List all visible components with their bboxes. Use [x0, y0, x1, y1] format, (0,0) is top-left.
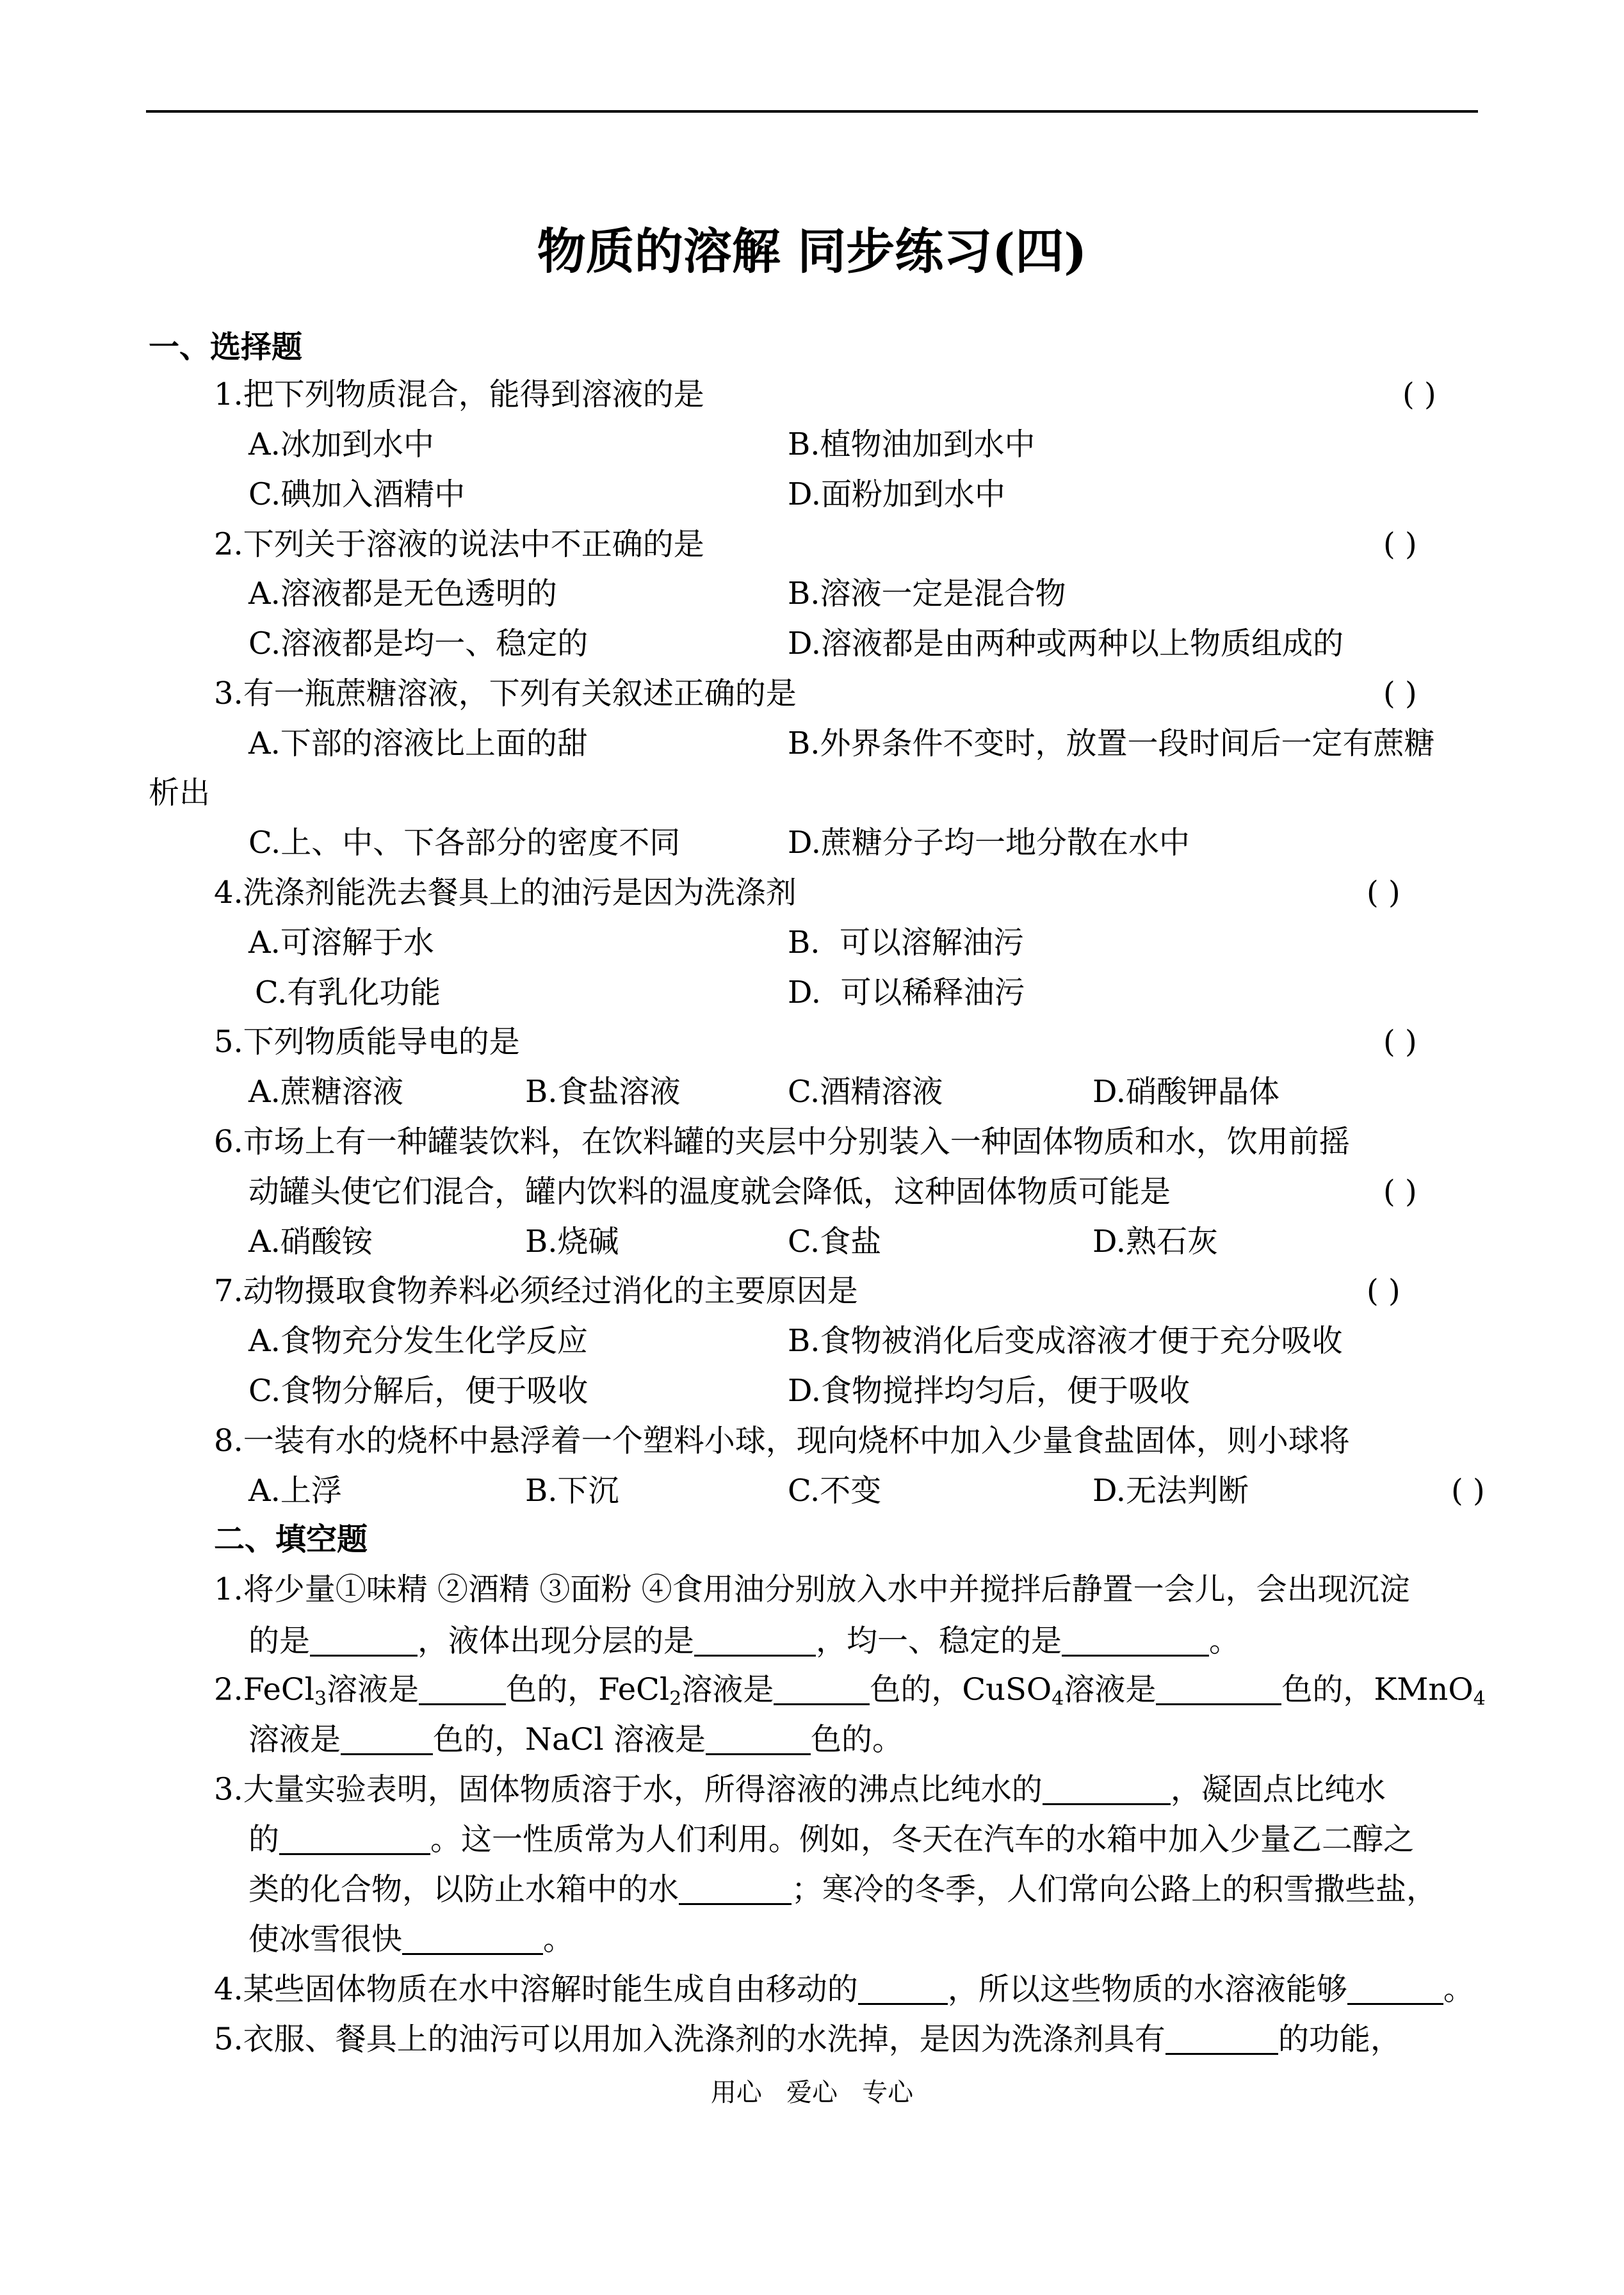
q6-option-a: A.硝酸铵	[248, 1224, 373, 1260]
q6-stem-line1: 6.市场上有一种罐装饮料，在饮料罐的夹层中分别装入一种固体物质和水，饮用前摇	[214, 1124, 1350, 1160]
q3-option-c: C.上、中、下各部分的密度不同	[248, 825, 681, 861]
fill-q4: 4.某些固体物质在水中溶解时能生成自由移动的 ，所以这些物质的水溶液能够 。	[214, 1971, 1474, 2007]
q7-stem: 7.动物摄取食物养料必须经过消化的主要原因是	[214, 1273, 858, 1309]
q4-option-b: B. 可以溶解油污	[788, 925, 1025, 961]
q6-option-d: D.熟石灰	[1092, 1224, 1219, 1260]
q5-answer-paren: ( )	[1383, 1024, 1417, 1060]
q7-option-c: C.食物分解后，便于吸收	[248, 1373, 589, 1409]
q2-option-c: C.溶液都是均一、稳定的	[248, 626, 589, 661]
section-heading-choice: 一、选择题	[149, 329, 303, 365]
q1-option-c: C.碘加入酒精中	[248, 476, 466, 512]
page-title: 物质的溶解 同步练习(四)	[537, 223, 1087, 280]
answer-blank[interactable]	[706, 1723, 811, 1755]
q1-option-d: D.面粉加到水中	[788, 476, 1006, 512]
answer-blank[interactable]	[279, 1822, 430, 1855]
q2-stem: 2.下列关于溶液的说法中不正确的是	[214, 526, 704, 562]
answer-blank[interactable]	[1156, 1673, 1281, 1705]
q2-option-b: B.溶液一定是混合物	[788, 576, 1066, 612]
answer-blank[interactable]	[774, 1673, 870, 1705]
q5-option-d: D.硝酸钾晶体	[1092, 1074, 1280, 1110]
fill-q2-line2: 溶液是 色的，NaCl 溶液是 色的。	[248, 1721, 904, 1758]
q2-answer-paren: ( )	[1383, 526, 1417, 562]
q3-option-a: A.下部的溶液比上面的甜	[248, 726, 588, 761]
q5-stem: 5.下列物质能导电的是	[214, 1024, 520, 1060]
q1-option-a: A.冰加到水中	[248, 426, 434, 462]
q4-stem: 4.洗涤剂能洗去餐具上的油污是因为洗涤剂	[214, 875, 797, 911]
fill-q2-line1: 2.FeCl$_3$溶液是 色的，FeCl$_2$溶液是 色的，CuSO$_4$溶液是 色的，KMnO$_4$	[214, 1671, 1486, 1710]
fill-q1-line1: 1.将少量①味精 ②酒精 ③面粉 ④食用油分别放入水中并搅拌后静置一会儿，会出现沉淀	[214, 1571, 1410, 1607]
answer-blank[interactable]	[1347, 1972, 1443, 2005]
q4-option-c: C.有乳化功能	[255, 975, 441, 1010]
q6-option-b: B.烧碱	[525, 1224, 619, 1260]
q7-option-a: A.食物充分发生化学反应	[248, 1323, 588, 1359]
q4-option-a: A.可溶解于水	[248, 925, 434, 961]
q6-answer-paren: ( )	[1383, 1174, 1417, 1210]
answer-blank[interactable]	[679, 1872, 792, 1905]
answer-blank[interactable]	[419, 1673, 506, 1705]
fill-q1-line2: 的是 ，液体出现分层的是 ，均一、稳定的是 。	[248, 1623, 1240, 1659]
fill-q3-line3: 类的化合物，以防止水箱中的水 ；寒冷的冬季，人们常向公路上的积雪撒些盐，	[248, 1871, 1438, 1908]
q1-stem: 1.把下列物质混合，能得到溶液的是	[214, 377, 704, 412]
q6-stem-line2: 动罐头使它们混合，罐内饮料的温度就会降低，这种固体物质可能是	[248, 1174, 1171, 1210]
q8-stem: 8.一装有水的烧杯中悬浮着一个塑料小球，现向烧杯中加入少量食盐固体，则小球将	[214, 1423, 1350, 1459]
answer-blank[interactable]	[1062, 1624, 1209, 1657]
q7-option-d: D.食物搅拌均匀后，便于吸收	[788, 1373, 1190, 1409]
q5-option-a: A.蔗糖溶液	[248, 1074, 403, 1110]
q1-answer-paren: ( )	[1402, 377, 1436, 412]
q3-answer-paren: ( )	[1383, 676, 1417, 711]
answer-blank[interactable]	[1043, 1772, 1171, 1805]
answer-blank[interactable]	[341, 1723, 433, 1755]
answer-blank[interactable]	[858, 1972, 948, 2005]
q8-option-d: D.无法判断	[1092, 1473, 1249, 1509]
fill-q3-line4: 使冰雪很快 。	[248, 1921, 574, 1958]
q2-option-a: A.溶液都是无色透明的	[248, 576, 557, 612]
q3-option-b-continued: 析出	[149, 775, 211, 811]
q4-option-d: D. 可以稀释油污	[788, 975, 1025, 1010]
q2-option-d: D.溶液都是由两种或两种以上物质组成的	[788, 626, 1344, 661]
q5-option-b: B.食盐溶液	[525, 1074, 681, 1110]
q3-option-d: D.蔗糖分子均一地分散在水中	[788, 825, 1190, 861]
q3-option-b: B.外界条件不变时，放置一段时间后一定有蔗糖	[788, 726, 1435, 761]
answer-blank[interactable]	[1165, 2022, 1278, 2055]
q7-option-b: B.食物被消化后变成溶液才便于充分吸收	[788, 1323, 1343, 1359]
fill-q5: 5.衣服、餐具上的油污可以用加入洗涤剂的水洗掉，是因为洗涤剂具有 的功能，	[214, 2021, 1401, 2057]
q8-answer-paren: ( )	[1451, 1473, 1485, 1509]
q7-answer-paren: ( )	[1367, 1273, 1401, 1309]
q8-option-a: A.上浮	[248, 1473, 342, 1509]
q4-answer-paren: ( )	[1367, 875, 1401, 911]
q5-option-c: C.酒精溶液	[788, 1074, 943, 1110]
q3-stem: 3.有一瓶蔗糖溶液，下列有关叙述正确的是	[214, 676, 797, 711]
fill-q3-line2: 的 。这一性质常为人们利用。例如，冬天在汽车的水箱中加入少量乙二醇之	[248, 1821, 1415, 1858]
q6-option-c: C.食盐	[788, 1224, 882, 1260]
answer-blank[interactable]	[694, 1624, 816, 1657]
header-rule	[146, 110, 1478, 113]
answer-blank[interactable]	[402, 1922, 543, 1955]
q1-option-b: B.植物油加到水中	[788, 426, 1035, 462]
answer-blank[interactable]	[310, 1624, 418, 1657]
fill-q3-line1: 3.大量实验表明，固体物质溶于水，所得溶液的沸点比纯水的 ，凝固点比纯水	[214, 1771, 1386, 1808]
q8-option-b: B.下沉	[525, 1473, 619, 1509]
page-footer: 用心 爱心 专心	[710, 2078, 914, 2107]
section-heading-fill: 二、填空题	[214, 1521, 368, 1557]
q8-option-c: C.不变	[788, 1473, 882, 1509]
